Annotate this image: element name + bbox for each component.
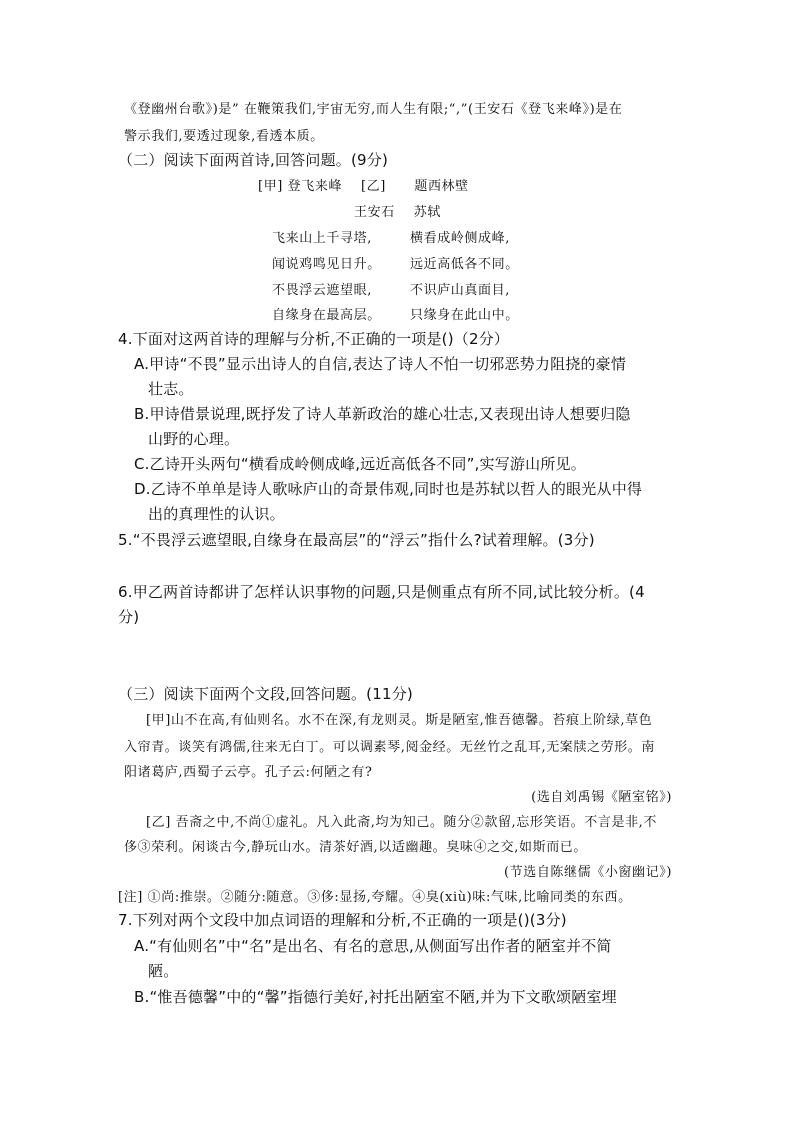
poem-jia-line-4: 自缘身在最高层。: [272, 308, 381, 323]
question-4-option-b: B.甲诗借景说理,既抒发了诗人革新政治的雄心壮志,又表现出诗人想要归隐: [134, 405, 631, 423]
question-6-cont: 分): [118, 608, 140, 626]
annotation-note: [注] ①尚:推崇。②随分:随意。③侈:显扬,夸耀。④臭(xiù)味:气味,比喻同类的东西。: [118, 890, 632, 905]
question-4-option-d-cont: 出的真理性的认识。: [148, 505, 285, 523]
question-7-option-b: B.“惟吾德馨”中的“馨”指德行美好,衬托出陋室不陋,并为下文歌颂陋室埋: [134, 988, 617, 1006]
section2-heading: （二）阅读下面两首诗,回答问题。(9分): [118, 151, 389, 169]
intro-line-1: 《登幽州台歌》)是” 在鞭策我们,宇宙无穷,而人生有限;“,”(王安石《登飞来峰》)是在: [124, 102, 623, 117]
passage-yi-source: (节选自陈继儒《小窗幽记》): [503, 865, 672, 880]
poem-yi-line-2: 远近高低各不同。: [410, 257, 519, 272]
question-4-option-a-cont: 壮志。: [148, 380, 194, 398]
poem-yi-line-3: 不识庐山真面目,: [410, 283, 510, 298]
question-4-option-a: A.甲诗“不畏”显示出诗人的自信,表达了诗人不怕一切邪恶势力阻挠的豪情: [134, 355, 627, 373]
question-7-option-a: A.“有仙则名”中“名”是出名、有名的意思,从侧面写出作者的陋室并不简: [134, 937, 612, 955]
question-4-option-c: C.乙诗开头两句“横看成岭侧成峰,远近高低各不同”,实写游山所见。: [134, 455, 586, 473]
passage-yi-line-1: [乙] 吾斋之中,不尚①虚礼。凡入此斋,均为知己。随分②款留,忘形笑语。不言是非,不: [146, 815, 658, 830]
question-5: 5.“不畏浮云遮望眼,自缘身在最高层”的“浮云”指什么?试着理解。(3分): [118, 531, 595, 549]
passage-jia-line-1: [甲]山不在高,有仙则名。水不在深,有龙则灵。斯是陋室,惟吾德馨。苔痕上阶绿,草色: [146, 713, 653, 728]
passage-jia-source: (选自刘禹锡《陋室铭》): [531, 790, 672, 805]
question-4-option-b-cont: 山野的心理。: [148, 430, 240, 448]
question-4-stem: 4.下面对这两首诗的理解与分析,不正确的一项是()（2分）: [118, 330, 510, 348]
poem-titles: [甲] 登飞来峰 [乙] 题西林壁: [258, 179, 469, 194]
question-7-stem: 7.下列对两个文段中加点词语的理解和分析,不正确的一项是()(3分): [118, 911, 567, 929]
poem-yi-line-1: 横看成岭侧成峰,: [410, 231, 510, 246]
passage-jia-line-2: 入帘青。谈笑有鸿儒,往来无白丁。可以调素琴,阅金经。无丝竹之乱耳,无案牍之劳形。南: [124, 740, 655, 755]
poem-jia-line-3: 不畏浮云遮望眼,: [272, 283, 372, 298]
poem-authors: 王安石 苏轼: [354, 205, 441, 220]
poem-jia-line-2: 闻说鸡鸣见日升。: [272, 257, 381, 272]
passage-yi-line-2: 侈③荣利。闲谈古今,静玩山水。清茶好酒,以适幽趣。臭味④之交,如斯而已。: [124, 840, 587, 855]
question-7-option-a-cont: 陋。: [148, 962, 179, 980]
poem-jia-line-1: 飞来山上千寻塔,: [272, 231, 372, 246]
intro-line-2: 警示我们,要透过现象,看透本质。: [124, 129, 324, 144]
poem-yi-line-4: 只缘身在此山中。: [410, 308, 519, 323]
section3-heading: （三）阅读下面两个文段,回答问题。(11分): [118, 685, 413, 703]
passage-jia-line-3: 阳诸葛庐,西蜀子云亭。孔子云:何陋之有?: [124, 765, 373, 780]
question-4-option-d: D.乙诗不单单是诗人歌咏庐山的奇景伟观,同时也是苏轼以哲人的眼光从中得: [134, 480, 643, 498]
question-6: 6.甲乙两首诗都讲了怎样认识事物的问题,只是侧重点有所不同,试比较分析。(4: [118, 583, 645, 601]
